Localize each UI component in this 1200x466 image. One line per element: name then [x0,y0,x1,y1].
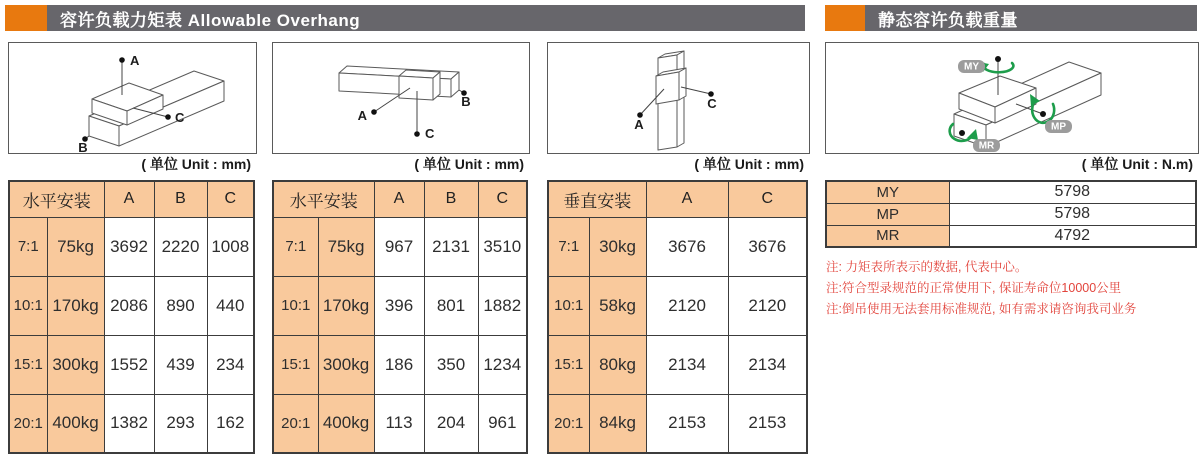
value-cell: 2220 [154,217,207,276]
table-row [548,335,807,394]
ratio-cell: 15:1 [548,335,589,394]
dim-label-c: C [175,110,185,125]
load-cell: 300kg [47,335,104,394]
vertical-mount-table [547,180,808,454]
value-cell: 293 [154,394,207,453]
ratio-cell: 7:1 [548,217,589,276]
dim-label-a: A [357,108,367,123]
column-header: C [478,181,527,217]
diagram-panel-vertical [547,42,810,154]
ratio-cell: 10:1 [548,276,589,335]
value-cell: 1234 [478,335,527,394]
value-cell: 350 [424,335,478,394]
table-row [273,394,527,453]
moment-key-cell: MY [826,181,949,203]
ratio-cell: 15:1 [9,335,47,394]
unit-caption-nm: ( 单位 Unit : N.m) [1081,156,1193,172]
value-cell: 396 [374,276,424,335]
column-header: A [646,181,728,217]
moment-key-cell: MR [826,225,949,247]
unit-caption-mm: ( 单位 Unit : mm) [141,156,251,172]
table-row [548,217,807,276]
load-cell: 30kg [589,217,646,276]
dim-label-a: A [634,117,644,132]
table-row [548,394,807,453]
rail-side-diagram [273,43,529,153]
column-header: C [207,181,254,217]
value-cell: 204 [424,394,478,453]
value-cell: 2086 [104,276,154,335]
ratio-cell: 10:1 [9,276,47,335]
orange-accent-square [5,5,47,31]
moment-key-cell: MP [826,203,949,225]
ratio-cell: 20:1 [9,394,47,453]
static-load-title: 静态容许负载重量 [865,5,1197,31]
note-line: 注:符合型录规范的正常使用下, 保证寿命位10000公里 [826,281,1122,295]
ratio-cell: 10:1 [273,276,318,335]
ratio-cell: 7:1 [9,217,47,276]
table-row [273,276,527,335]
load-cell: 75kg [318,217,374,276]
table-header-row [9,181,254,217]
value-cell: 2153 [646,394,728,453]
mount-title: 垂直安装 [548,181,646,217]
value-cell: 1382 [104,394,154,453]
value-cell: 440 [207,276,254,335]
value-cell: 890 [154,276,207,335]
moment-value-cell: 4792 [949,225,1196,247]
value-cell: 2134 [728,335,807,394]
value-cell: 2120 [646,276,728,335]
load-cell: 84kg [589,394,646,453]
value-cell: 1552 [104,335,154,394]
diagram-panel-horizontal-side [272,42,530,154]
table-row [273,217,527,276]
table-row [826,203,1196,225]
load-cell: 58kg [589,276,646,335]
moment-diagram [826,43,1198,153]
value-cell: 234 [207,335,254,394]
value-cell: 1882 [478,276,527,335]
mp-label: MP [1051,121,1066,133]
column-header: B [154,181,207,217]
diagram-panel-moments [825,42,1199,154]
load-cell: 80kg [589,335,646,394]
value-cell: 1008 [207,217,254,276]
value-cell: 186 [374,335,424,394]
table-header-row [548,181,807,217]
dim-label-c: C [707,96,717,111]
rail-vertical-diagram [548,43,809,153]
load-cell: 400kg [47,394,104,453]
allowable-overhang-header [5,5,805,31]
ratio-cell: 7:1 [273,217,318,276]
unit-caption-mm: ( 单位 Unit : mm) [694,156,804,172]
table-row [9,335,254,394]
table-row [9,217,254,276]
value-cell: 3676 [646,217,728,276]
orange-accent-square [825,5,865,31]
value-cell: 439 [154,335,207,394]
mount-title: 水平安装 [273,181,374,217]
load-cell: 300kg [318,335,374,394]
notes-block [826,257,1136,320]
ratio-cell: 15:1 [273,335,318,394]
unit-caption-mm: ( 单位 Unit : mm) [414,156,524,172]
value-cell: 967 [374,217,424,276]
horizontal-mount-table-2 [272,180,528,454]
note-line: 注: 力矩表所表示的数据, 代表中心。 [826,260,1028,274]
dim-label-b: B [461,94,471,109]
value-cell: 801 [424,276,478,335]
load-cell: 170kg [318,276,374,335]
value-cell: 2134 [646,335,728,394]
table-row [273,335,527,394]
load-cell: 170kg [47,276,104,335]
value-cell: 3676 [728,217,807,276]
value-cell: 3692 [104,217,154,276]
ratio-cell: 20:1 [273,394,318,453]
table-row [826,225,1196,247]
allowable-overhang-title: 容许负载力矩表 Allowable Overhang [47,5,805,31]
load-cell: 75kg [47,217,104,276]
mr-label: MR [978,140,995,152]
dim-label-a: A [130,53,140,68]
table-header-row [273,181,527,217]
value-cell: 113 [374,394,424,453]
value-cell: 2153 [728,394,807,453]
table-row [826,181,1196,203]
mount-title: 水平安装 [9,181,104,217]
value-cell: 2120 [728,276,807,335]
horizontal-mount-table-1 [8,180,255,454]
static-load-header [825,5,1197,31]
dim-label-b: B [78,140,88,153]
rail-isometric-diagram [9,43,256,153]
table-row [9,394,254,453]
table-row [548,276,807,335]
moment-value-cell: 5798 [949,181,1196,203]
value-cell: 2131 [424,217,478,276]
column-header: C [728,181,807,217]
diagram-panel-horizontal-iso [8,42,257,154]
dim-label-c: C [425,126,435,141]
static-moment-table [825,180,1197,248]
value-cell: 162 [207,394,254,453]
moment-value-cell: 5798 [949,203,1196,225]
value-cell: 3510 [478,217,527,276]
value-cell: 961 [478,394,527,453]
column-header: A [104,181,154,217]
my-label: MY [964,61,979,73]
note-line: 注:倒吊使用无法套用标准规范, 如有需求请咨询我司业务 [826,302,1137,316]
load-cell: 400kg [318,394,374,453]
table-row [9,276,254,335]
column-header: B [424,181,478,217]
ratio-cell: 20:1 [548,394,589,453]
column-header: A [374,181,424,217]
